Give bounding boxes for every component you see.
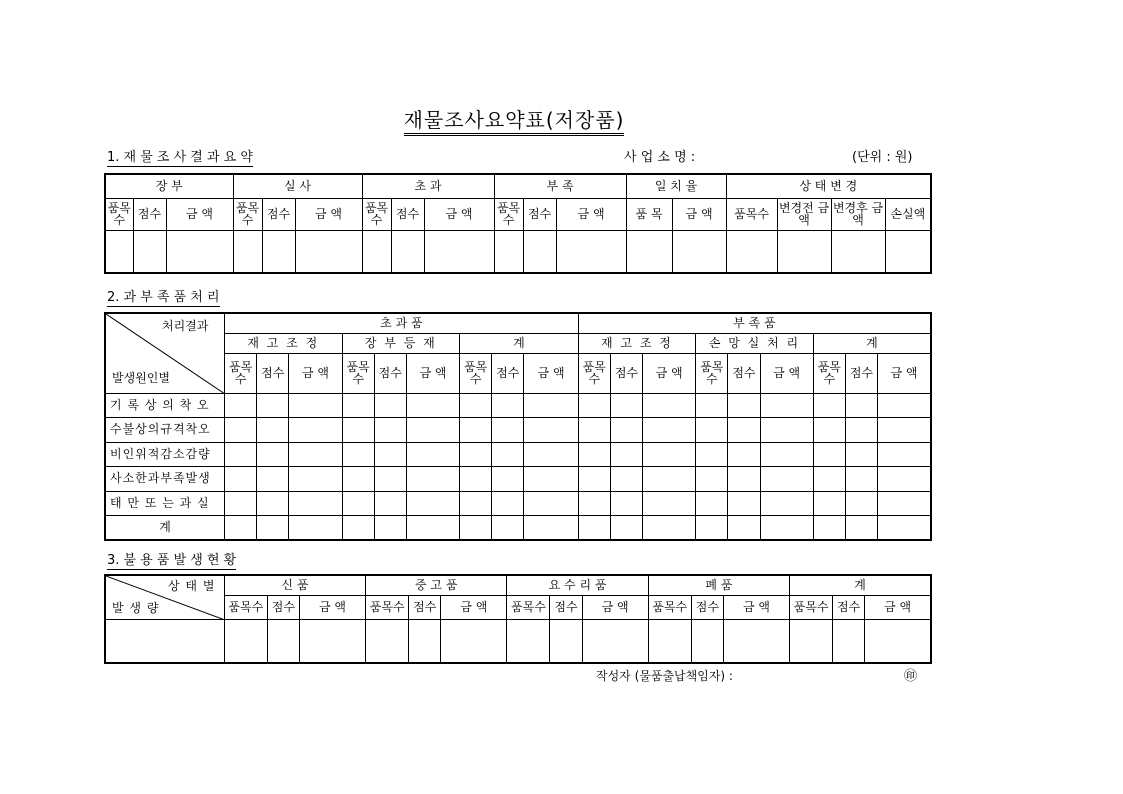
sub-inventory-adjust: 재 고 조 정	[225, 333, 343, 353]
col-amount: 금 액	[166, 198, 233, 230]
col-points: 점수	[550, 595, 582, 619]
corner-header-cell	[105, 313, 225, 393]
data-cell[interactable]	[374, 418, 406, 443]
col-item-count: 품목수	[105, 198, 133, 230]
row-label: 사소한과부족발생	[105, 467, 225, 492]
col-loss-amount: 손실액	[885, 198, 931, 230]
data-cell[interactable]	[257, 516, 289, 541]
data-cell[interactable]	[233, 230, 262, 273]
col-points: 점수	[691, 595, 723, 619]
group-short: 부 족	[494, 174, 626, 198]
data-cell[interactable]	[845, 442, 877, 467]
corner-top-label: 처리결과	[162, 319, 209, 333]
col-item-count: 품목수	[494, 198, 523, 230]
section2-heading: 2. 과 부 족 품 처 리	[107, 290, 220, 305]
data-cell[interactable]	[696, 516, 728, 541]
col-amount: 금 액	[406, 353, 459, 393]
data-cell[interactable]	[289, 516, 342, 541]
group-excess-items: 초 과 품	[225, 313, 579, 333]
data-cell[interactable]	[760, 442, 813, 467]
data-cell[interactable]	[728, 516, 760, 541]
data-cell[interactable]	[362, 230, 391, 273]
col-points: 점수	[610, 353, 642, 393]
data-cell[interactable]	[578, 491, 610, 516]
col-points: 점수	[833, 595, 865, 619]
col-points: 점수	[133, 198, 166, 230]
col-points: 점수	[257, 353, 289, 393]
data-cell[interactable]	[760, 516, 813, 541]
corner-bottom-label: 발 생 량	[112, 601, 160, 615]
data-cell[interactable]	[289, 442, 342, 467]
col-item-count: 품목수	[507, 595, 550, 619]
data-cell[interactable]	[342, 418, 374, 443]
data-cell[interactable]	[257, 393, 289, 418]
col-item-count: 품목수	[696, 353, 728, 393]
data-cell[interactable]	[726, 230, 777, 273]
data-cell[interactable]	[492, 442, 524, 467]
col-points: 점수	[374, 353, 406, 393]
data-cell[interactable]	[578, 393, 610, 418]
data-cell[interactable]	[224, 619, 267, 663]
data-cell[interactable]	[790, 619, 833, 663]
col-amount: 금 액	[556, 198, 626, 230]
col-points: 점수	[728, 353, 760, 393]
data-cell[interactable]	[760, 393, 813, 418]
table-row	[105, 467, 931, 492]
col-item-count: 품목수	[225, 353, 257, 393]
group-repair-needed: 요 수 리 품	[507, 575, 648, 595]
data-cell[interactable]	[492, 491, 524, 516]
data-cell[interactable]	[105, 230, 133, 273]
data-cell[interactable]	[610, 418, 642, 443]
data-cell[interactable]	[728, 418, 760, 443]
corner-bottom-label: 발생원인별	[112, 371, 170, 385]
data-cell[interactable]	[642, 467, 695, 492]
data-cell[interactable]	[166, 230, 233, 273]
col-points: 점수	[262, 198, 295, 230]
data-cell[interactable]	[728, 442, 760, 467]
data-cell[interactable]	[374, 442, 406, 467]
col-amount: 금 액	[441, 595, 507, 619]
col-points: 점수	[267, 595, 299, 619]
section1-heading: 1. 재 물 조 사 결 과 요 약	[107, 150, 253, 165]
col-amount: 금 액	[642, 353, 695, 393]
sub-ledger-registration: 장 부 등 재	[342, 333, 460, 353]
data-cell[interactable]	[524, 516, 578, 541]
col-item-count: 품목수	[648, 595, 691, 619]
data-cell[interactable]	[494, 230, 523, 273]
data-cell[interactable]	[878, 418, 931, 443]
col-item-count: 품목수	[224, 595, 267, 619]
data-cell[interactable]	[374, 516, 406, 541]
data-cell[interactable]	[366, 619, 409, 663]
data-cell[interactable]	[406, 516, 459, 541]
data-cell[interactable]	[406, 491, 459, 516]
sub-total: 계	[813, 333, 931, 353]
sub-loss-processing: 손 망 실 처 리	[696, 333, 814, 353]
col-amount: 금 액	[299, 595, 365, 619]
data-cell[interactable]	[642, 516, 695, 541]
data-cell[interactable]	[865, 619, 931, 663]
table-row	[105, 491, 931, 516]
row-label: 수불상의규격착오	[105, 418, 225, 443]
data-cell[interactable]	[289, 491, 342, 516]
data-cell[interactable]	[225, 516, 257, 541]
col-amount: 금 액	[723, 595, 789, 619]
data-cell[interactable]	[492, 467, 524, 492]
data-cell[interactable]	[696, 418, 728, 443]
data-cell[interactable]	[374, 491, 406, 516]
data-cell[interactable]	[257, 418, 289, 443]
data-cell[interactable]	[813, 491, 845, 516]
data-cell[interactable]	[105, 619, 224, 663]
data-cell[interactable]	[374, 467, 406, 492]
group-match-rate: 일 치 율	[626, 174, 726, 198]
table-row	[105, 418, 931, 443]
data-cell[interactable]	[524, 442, 578, 467]
data-cell[interactable]	[696, 393, 728, 418]
data-cell[interactable]	[845, 516, 877, 541]
data-cell[interactable]	[406, 467, 459, 492]
data-cell[interactable]	[492, 393, 524, 418]
col-after-amount: 변경후 금 액	[831, 198, 885, 230]
col-before-amount: 변경전 금 액	[777, 198, 831, 230]
row-label: 기 록 상 의 착 오	[105, 393, 225, 418]
col-amount: 금 액	[582, 595, 648, 619]
sub-inventory-adjust: 재 고 조 정	[578, 333, 696, 353]
data-cell[interactable]	[845, 467, 877, 492]
data-cell[interactable]	[556, 230, 626, 273]
data-cell[interactable]	[133, 230, 166, 273]
data-cell[interactable]	[813, 516, 845, 541]
col-item-count: 품목수	[460, 353, 492, 393]
data-cell[interactable]	[492, 516, 524, 541]
data-cell[interactable]	[878, 491, 931, 516]
col-item-count: 품목수	[342, 353, 374, 393]
table-row	[105, 516, 931, 541]
data-cell[interactable]	[225, 393, 257, 418]
data-cell[interactable]	[813, 467, 845, 492]
data-cell[interactable]	[642, 442, 695, 467]
data-cell[interactable]	[257, 491, 289, 516]
data-cell[interactable]	[257, 442, 289, 467]
unit-label: (단위 : 원)	[852, 150, 913, 165]
data-cell[interactable]	[507, 619, 550, 663]
data-cell[interactable]	[342, 393, 374, 418]
data-cell[interactable]	[845, 418, 877, 443]
data-cell[interactable]	[460, 467, 492, 492]
data-cell[interactable]	[845, 393, 877, 418]
data-cell[interactable]	[524, 418, 578, 443]
data-cell[interactable]	[524, 467, 578, 492]
data-cell[interactable]	[728, 393, 760, 418]
surplus-goods-table	[104, 574, 932, 664]
group-status-change: 상 태 변 경	[726, 174, 931, 198]
data-cell[interactable]	[648, 619, 691, 663]
data-cell[interactable]	[642, 393, 695, 418]
col-item-count: 품목수	[366, 595, 409, 619]
group-scrap: 폐 품	[648, 575, 789, 595]
col-item-count: 품목수	[790, 595, 833, 619]
data-cell[interactable]	[492, 418, 524, 443]
col-item-count: 품목수	[813, 353, 845, 393]
data-cell[interactable]	[642, 491, 695, 516]
col-change-item-count: 품목수	[726, 198, 777, 230]
data-cell[interactable]	[578, 516, 610, 541]
col-item-count: 품목수	[233, 198, 262, 230]
data-cell[interactable]	[299, 619, 365, 663]
data-cell[interactable]	[878, 467, 931, 492]
data-cell[interactable]	[225, 491, 257, 516]
data-cell[interactable]	[460, 418, 492, 443]
data-cell[interactable]	[728, 491, 760, 516]
sub-total: 계	[460, 333, 579, 353]
col-points: 점수	[492, 353, 524, 393]
data-cell[interactable]	[833, 619, 865, 663]
inventory-summary-table	[104, 173, 932, 274]
data-cell[interactable]	[610, 467, 642, 492]
col-amount: 금 액	[524, 353, 578, 393]
group-ledger: 장 부	[105, 174, 233, 198]
data-cell[interactable]	[878, 393, 931, 418]
group-short-items: 부 족 품	[578, 313, 931, 333]
data-cell[interactable]	[460, 393, 492, 418]
group-new: 신 품	[224, 575, 365, 595]
section3-heading: 3. 불 용 품 발 생 현 황	[107, 553, 237, 568]
col-amount: 금 액	[878, 353, 931, 393]
data-cell[interactable]	[424, 230, 494, 273]
table-row	[105, 393, 931, 418]
writer-label: 작성자 (물품출납책임자) :	[596, 669, 733, 683]
data-cell[interactable]	[460, 516, 492, 541]
data-cell[interactable]	[885, 230, 931, 273]
business-name-label: 사 업 소 명 :	[624, 150, 696, 165]
data-cell[interactable]	[878, 516, 931, 541]
data-cell[interactable]	[578, 442, 610, 467]
data-cell[interactable]	[760, 418, 813, 443]
col-points: 점수	[845, 353, 877, 393]
data-cell[interactable]	[878, 442, 931, 467]
col-amount: 금 액	[295, 198, 362, 230]
col-amount: 금 액	[424, 198, 494, 230]
col-item-count: 품목수	[362, 198, 391, 230]
data-cell[interactable]	[342, 491, 374, 516]
data-cell[interactable]	[289, 467, 342, 492]
row-label: 계	[105, 516, 225, 541]
data-cell[interactable]	[813, 442, 845, 467]
data-cell[interactable]	[626, 230, 672, 273]
data-cell[interactable]	[642, 418, 695, 443]
row-label: 태 만 또 는 과 실	[105, 491, 225, 516]
data-cell[interactable]	[460, 442, 492, 467]
data-cell[interactable]	[696, 491, 728, 516]
data-cell[interactable]	[406, 418, 459, 443]
data-cell[interactable]	[578, 418, 610, 443]
data-cell[interactable]	[691, 619, 723, 663]
data-cell[interactable]	[225, 442, 257, 467]
col-amount: 금 액	[760, 353, 813, 393]
data-cell[interactable]	[441, 619, 507, 663]
table-row	[105, 442, 931, 467]
corner-header-cell	[105, 575, 224, 619]
data-cell[interactable]	[342, 516, 374, 541]
data-cell[interactable]	[728, 467, 760, 492]
data-cell[interactable]	[289, 418, 342, 443]
data-cell[interactable]	[550, 619, 582, 663]
data-cell[interactable]	[225, 418, 257, 443]
data-cell[interactable]	[610, 393, 642, 418]
data-cell[interactable]	[342, 442, 374, 467]
data-cell[interactable]	[225, 467, 257, 492]
data-cell[interactable]	[813, 393, 845, 418]
data-cell[interactable]	[723, 619, 789, 663]
data-cell[interactable]	[409, 619, 441, 663]
data-cell[interactable]	[460, 491, 492, 516]
corner-top-label: 상 태 별	[168, 579, 216, 593]
data-cell[interactable]	[524, 491, 578, 516]
excess-shortage-table	[104, 312, 932, 541]
col-amount: 금 액	[865, 595, 931, 619]
data-cell[interactable]	[262, 230, 295, 273]
col-item-count: 품목수	[578, 353, 610, 393]
data-cell[interactable]	[760, 467, 813, 492]
col-amount: 금 액	[289, 353, 342, 393]
group-used: 중 고 품	[366, 575, 507, 595]
col-items: 품 목	[626, 198, 672, 230]
col-points: 점수	[391, 198, 424, 230]
data-cell[interactable]	[523, 230, 556, 273]
data-cell[interactable]	[578, 467, 610, 492]
data-cell[interactable]	[267, 619, 299, 663]
data-cell[interactable]	[374, 393, 406, 418]
data-cell[interactable]	[295, 230, 362, 273]
data-cell[interactable]	[582, 619, 648, 663]
data-cell[interactable]	[289, 393, 342, 418]
group-actual: 실 사	[233, 174, 362, 198]
data-cell[interactable]	[610, 442, 642, 467]
data-cell[interactable]	[696, 467, 728, 492]
data-cell[interactable]	[406, 393, 459, 418]
group-total: 계	[790, 575, 931, 595]
page-title: 재물조사요약표(저장품)	[0, 104, 1028, 133]
data-cell[interactable]	[777, 230, 831, 273]
data-cell[interactable]	[257, 467, 289, 492]
col-points: 점수	[523, 198, 556, 230]
data-cell[interactable]	[610, 491, 642, 516]
data-cell[interactable]	[406, 442, 459, 467]
col-amount: 금 액	[672, 198, 726, 230]
data-cell[interactable]	[524, 393, 578, 418]
data-cell[interactable]	[813, 418, 845, 443]
seal-icon: ㊞	[904, 669, 918, 684]
data-cell[interactable]	[831, 230, 885, 273]
data-cell[interactable]	[610, 516, 642, 541]
data-cell[interactable]	[696, 442, 728, 467]
group-excess: 초 과	[362, 174, 494, 198]
data-cell[interactable]	[342, 467, 374, 492]
data-cell[interactable]	[760, 491, 813, 516]
data-cell[interactable]	[672, 230, 726, 273]
data-cell[interactable]	[391, 230, 424, 273]
data-cell[interactable]	[845, 491, 877, 516]
col-points: 점수	[409, 595, 441, 619]
row-label: 비인위적감소감량	[105, 442, 225, 467]
